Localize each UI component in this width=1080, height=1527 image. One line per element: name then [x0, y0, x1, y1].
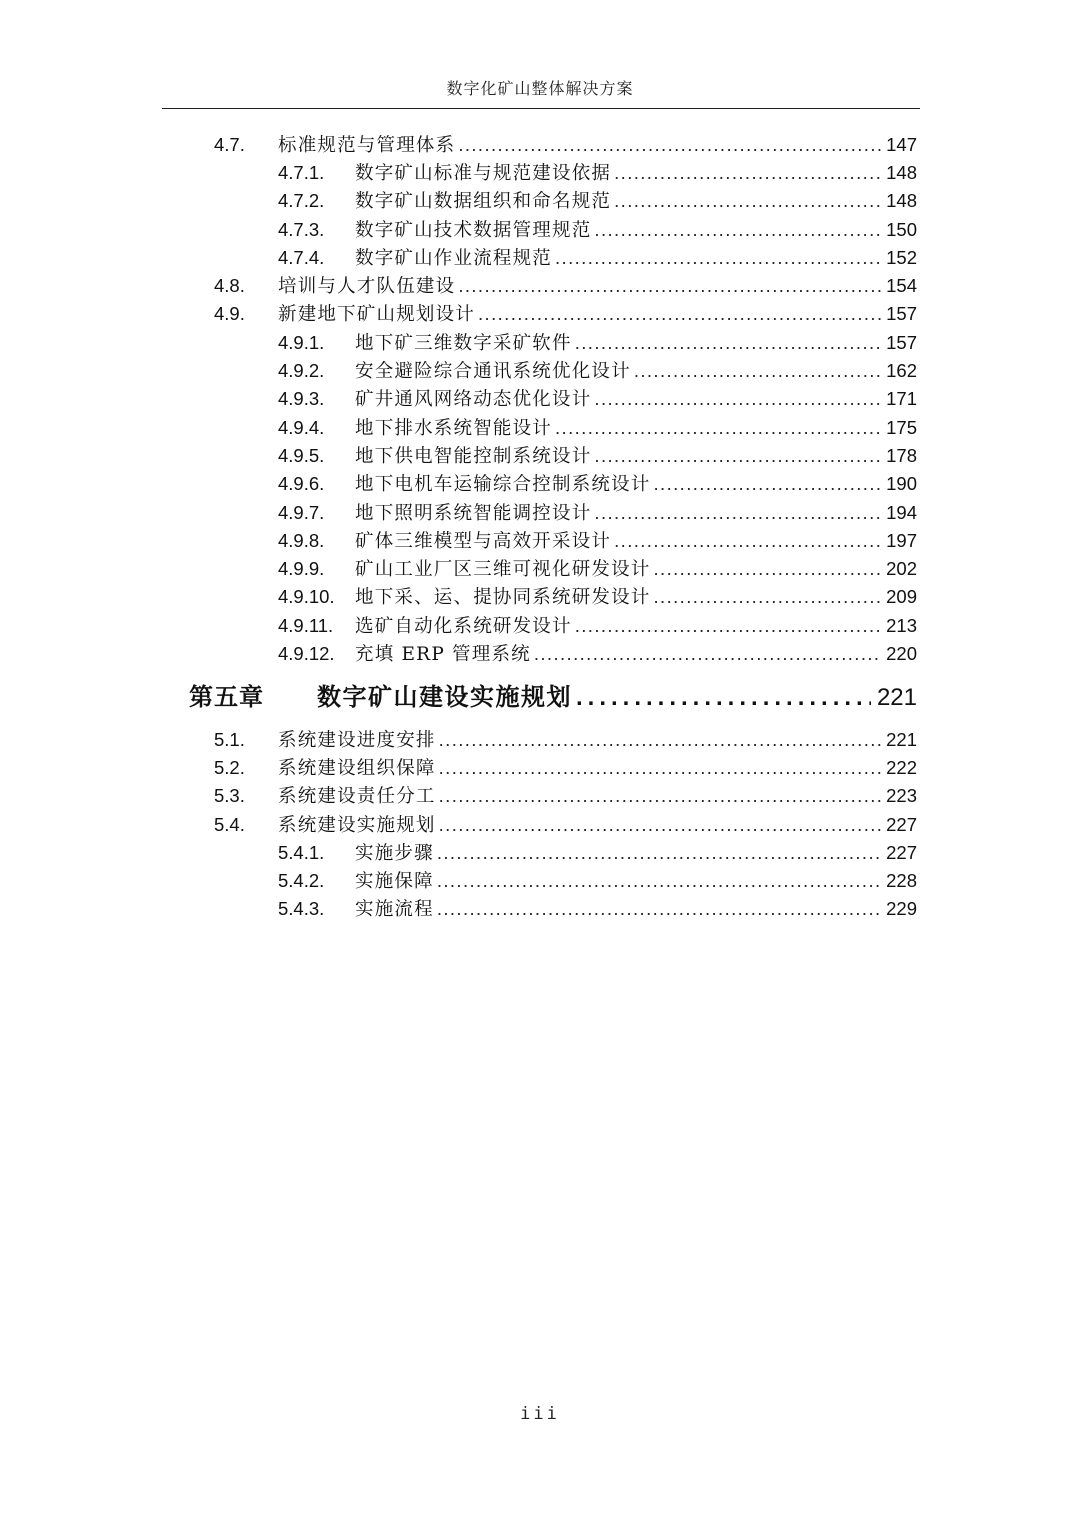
- dot-leader: [614, 162, 880, 184]
- toc-entry-title: 矿山工业厂区三维可视化研发设计: [355, 559, 651, 580]
- toc-entry-5-2[interactable]: [214, 754, 917, 782]
- toc-entry-number: 4.9.: [214, 303, 245, 324]
- toc-entry-page: 227: [886, 814, 917, 835]
- toc-entry-number: 5.4.2.: [278, 870, 325, 891]
- toc-entry-page: 229: [886, 898, 917, 919]
- toc-entry-number: 4.8.: [214, 275, 245, 296]
- toc-entry-4-9-7[interactable]: [278, 499, 917, 527]
- toc-entry-title: 地下排水系统智能设计: [355, 418, 553, 439]
- toc-entry-number: 4.7.4.: [278, 247, 325, 268]
- toc-entry-number: 4.9.12.: [278, 643, 335, 664]
- toc-entry-title: 数字矿山作业流程规范: [355, 248, 553, 269]
- toc-entry-title: 实施流程: [355, 899, 434, 920]
- toc-entry-number: 4.7.2.: [278, 190, 325, 211]
- toc-entry-number: 4.7.3.: [278, 219, 325, 240]
- toc-entry-page: 197: [886, 530, 917, 551]
- toc-entry-4-7-3[interactable]: [278, 216, 917, 244]
- dot-leader: [437, 870, 880, 892]
- toc-entry-4-9-11[interactable]: [278, 612, 917, 640]
- dot-leader: [654, 473, 881, 495]
- toc-entry-page: 154: [886, 275, 917, 296]
- toc-entry-title: 地下照明系统智能调控设计: [355, 503, 592, 524]
- toc-entry-page: 209: [886, 586, 917, 607]
- toc-entry-page: 147: [886, 134, 917, 155]
- toc-entry-page: 221: [886, 729, 917, 750]
- dot-leader: [634, 360, 880, 382]
- dot-leader: [437, 898, 880, 920]
- toc-entry-title: 系统建设实施规划: [278, 815, 436, 836]
- toc-chapter-page: 221: [876, 684, 917, 711]
- toc-entry-title: 地下供电智能控制系统设计: [355, 446, 592, 467]
- toc-entry-page: 213: [886, 615, 917, 636]
- toc-entry-title: 矿体三维模型与高效开采设计: [355, 531, 612, 552]
- toc-entry-title: 地下矿三维数字采矿软件: [355, 333, 572, 354]
- dot-leader: [437, 842, 880, 864]
- toc-entry-5-4[interactable]: [214, 811, 917, 839]
- toc-entry-title: 实施步骤: [355, 843, 434, 864]
- toc-entry-title: 实施保障: [355, 871, 434, 892]
- dot-leader: [555, 417, 880, 439]
- toc-entry-title: 系统建设进度安排: [278, 730, 436, 751]
- toc-chapter-5[interactable]: [189, 677, 917, 717]
- toc-entry-4-9-10[interactable]: [278, 583, 917, 611]
- toc-entry-title: 地下采、运、提协同系统研发设计: [355, 587, 651, 608]
- toc-entry-title: 数字矿山技术数据管理规范: [355, 220, 592, 241]
- toc-entry-page: 157: [886, 303, 917, 324]
- toc-entry-page: 178: [886, 445, 917, 466]
- dot-leader: [594, 445, 880, 467]
- toc-entry-4-8[interactable]: [214, 272, 917, 300]
- dot-leader: [614, 530, 880, 552]
- toc-entry-number: 5.4.: [214, 814, 245, 835]
- toc-entry-page: 150: [886, 219, 917, 240]
- dot-leader: [439, 757, 883, 779]
- dot-leader: [594, 502, 880, 524]
- toc-entry-4-9-6[interactable]: [278, 470, 917, 498]
- toc-entry-number: 4.9.10.: [278, 586, 335, 607]
- toc-entry-number: 4.7.1.: [278, 162, 325, 183]
- toc-entry-page: 190: [886, 473, 917, 494]
- toc-entry-4-9-2[interactable]: [278, 357, 917, 385]
- dot-leader: [458, 275, 882, 297]
- toc-entry-title: 选矿自动化系统研发设计: [355, 616, 572, 637]
- dot-leader: [654, 558, 881, 580]
- toc-entry-number: 4.9.9.: [278, 558, 325, 579]
- toc-entry-page: 194: [886, 502, 917, 523]
- toc-entry-4-7-4[interactable]: [278, 244, 917, 272]
- dot-leader: [439, 729, 883, 751]
- dot-leader: [575, 332, 880, 354]
- toc-entry-page: 148: [886, 190, 917, 211]
- toc-entry-number: 4.9.5.: [278, 445, 325, 466]
- dot-leader: [439, 814, 883, 836]
- toc-entry-number: 5.4.1.: [278, 842, 325, 863]
- toc-entry-number: 4.9.8.: [278, 530, 325, 551]
- toc-entry-title: 系统建设组织保障: [278, 758, 436, 779]
- toc-entry-page: 162: [886, 360, 917, 381]
- toc-entry-number: 4.9.3.: [278, 388, 325, 409]
- toc-entry-number: 5.2.: [214, 757, 245, 778]
- toc-entry-page: 171: [886, 388, 917, 409]
- toc-chapter-number: 第五章: [189, 682, 264, 711]
- toc-entry-5-1[interactable]: [214, 726, 917, 754]
- toc-entry-4-9-5[interactable]: [278, 442, 917, 470]
- toc-entry-4-9-9[interactable]: [278, 555, 917, 583]
- toc-entry-page: 152: [886, 247, 917, 268]
- dot-leader: [576, 684, 871, 712]
- toc-entry-4-7-2[interactable]: [278, 187, 917, 215]
- toc-entry-number: 4.9.11.: [278, 615, 334, 636]
- toc-entry-5-4-3[interactable]: [278, 895, 917, 923]
- toc-entry-5-3[interactable]: [214, 782, 917, 810]
- toc-entry-5-4-2[interactable]: [278, 867, 917, 895]
- dot-leader: [458, 134, 882, 156]
- toc-entry-number: 4.9.2.: [278, 360, 325, 381]
- dot-leader: [478, 303, 882, 325]
- toc-entry-page: 148: [886, 162, 917, 183]
- toc-chapter-title: 数字矿山建设实施规划: [317, 682, 572, 711]
- toc-entry-title: 数字矿山数据组织和命名规范: [355, 191, 612, 212]
- dot-leader: [555, 247, 880, 269]
- toc-entry-number: 5.3.: [214, 785, 245, 806]
- dot-leader: [594, 219, 880, 241]
- toc-entry-number: 4.7.: [214, 134, 245, 155]
- toc-entry-title: 充填 ERP 管理系统: [355, 644, 531, 665]
- page-number: iii: [520, 1404, 560, 1424]
- dot-leader: [439, 785, 883, 807]
- toc-entry-4-7-1[interactable]: [278, 159, 917, 187]
- toc-entry-5-4-1[interactable]: [278, 839, 917, 867]
- toc-entry-page: 228: [886, 870, 917, 891]
- toc-entry-number: 4.9.6.: [278, 473, 325, 494]
- toc-entry-title: 新建地下矿山规划设计: [278, 304, 476, 325]
- toc-entry-4-9-4[interactable]: [278, 414, 917, 442]
- dot-leader: [594, 388, 880, 410]
- dot-leader: [575, 615, 880, 637]
- toc-entry-title: 地下电机车运输综合控制系统设计: [355, 474, 651, 495]
- toc-entry-title: 矿井通风网络动态优化设计: [355, 389, 592, 410]
- toc-entry-4-9-8[interactable]: [278, 527, 917, 555]
- toc-entry-4-9-12[interactable]: [278, 640, 917, 668]
- toc-entry-4-9-3[interactable]: [278, 385, 917, 413]
- toc-entry-4-7[interactable]: [214, 131, 917, 159]
- toc-entry-number: 4.9.7.: [278, 502, 325, 523]
- toc-entry-page: 222: [886, 757, 917, 778]
- page-header-title: 数字化矿山整体解决方案: [446, 79, 634, 98]
- dot-leader: [654, 586, 881, 608]
- dot-leader: [534, 643, 880, 665]
- toc-entry-title: 培训与人才队伍建设: [278, 276, 456, 297]
- toc-entry-number: 4.9.1.: [278, 332, 325, 353]
- toc-entry-4-9-1[interactable]: [278, 329, 917, 357]
- toc-entry-page: 202: [886, 558, 917, 579]
- toc-entry-title: 标准规范与管理体系: [278, 135, 456, 156]
- toc-entry-page: 220: [886, 643, 917, 664]
- toc-entry-number: 5.1.: [214, 729, 245, 750]
- toc-entry-page: 227: [886, 842, 917, 863]
- toc-entry-page: 223: [886, 785, 917, 806]
- toc-entry-4-9[interactable]: [214, 300, 917, 328]
- dot-leader: [614, 190, 880, 212]
- toc-entry-title: 数字矿山标准与规范建设依据: [355, 163, 612, 184]
- toc-entry-number: 5.4.3.: [278, 898, 325, 919]
- toc-entry-number: 4.9.4.: [278, 417, 325, 438]
- toc-entry-title: 系统建设责任分工: [278, 786, 436, 807]
- toc-entry-title: 安全避险综合通讯系统优化设计: [355, 361, 631, 382]
- toc-entry-page: 175: [886, 417, 917, 438]
- toc-entry-page: 157: [886, 332, 917, 353]
